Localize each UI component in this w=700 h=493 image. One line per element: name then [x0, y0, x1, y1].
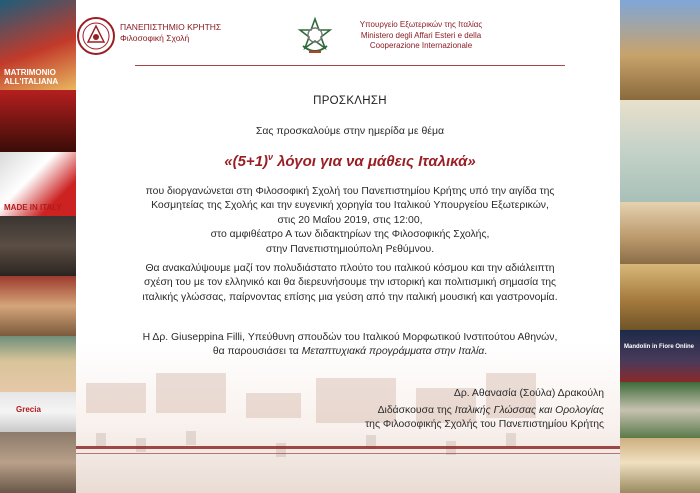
poster-label: MATRIMONIO ALL'ITALIANA — [4, 68, 59, 86]
greek-temple-photo — [620, 0, 700, 100]
ministry-logo-text — [341, 20, 501, 52]
text-run: θα παρουσιάσει τα — [212, 346, 302, 358]
book-cover-image — [0, 392, 76, 432]
bottom-decorative-band — [76, 446, 620, 449]
italian-emblem-icon — [297, 16, 333, 61]
paragraph-line: ιταλικής γλώσσας, παίρνοντας επίσης μια γεύση από την ιταλική μουσική και γαστρονομία. — [142, 291, 558, 303]
mandolin-orchestra-photo — [620, 330, 700, 382]
paragraph-line: που διοργανώνεται στη Φιλοσοφική Σχολή του Πανεπιστημίου Κρήτης υπό την αιγίδα της — [145, 186, 555, 197]
made-in-italy-image — [0, 152, 76, 216]
seminar-title-superscript: ν — [268, 152, 274, 162]
ministry-line-3: Cooperazione Internazionale — [369, 41, 473, 50]
university-name: ΠΑΝΕΠΙΣΤΗΜΙΟ ΚΡΗΤΗΣ — [120, 22, 222, 32]
header-divider — [135, 65, 565, 66]
seminar-title-part: λόγοι για να μάθεις Ιταλικά» — [273, 153, 476, 170]
theater-photo — [0, 90, 76, 152]
old-map-image — [620, 100, 700, 202]
paragraph-line: Κοσμητείας της Σχολής και την ευγενική χορηγία του Ιταλικού Υπουργείου Εξωτερικών, — [151, 200, 549, 212]
signatory-role — [365, 404, 604, 433]
role-line: της Φιλοσοφικής Σχολής του Πανεπιστημίου Κρήτης — [365, 419, 604, 431]
role-line — [365, 404, 604, 418]
text-run: Διδάσκουσα της — [377, 405, 455, 416]
botticelli-painting — [0, 336, 76, 392]
school-name: Φιλοσοφική Σχολή — [120, 33, 190, 43]
role-emphasis: Ιταλικής Γλώσσας και Ορολογίας — [454, 405, 604, 416]
temple-ruins-photo — [620, 264, 700, 330]
ministry-line-2: Ministero degli Affari Esteri e della — [360, 30, 482, 40]
paragraph-line: Η Δρ. Giuseppina Filli, Υπεύθυνη σπουδών του Ιταλικού Μορφωτικού Ινστιτούτου Αθηνών, — [142, 332, 558, 343]
movie-poster-image — [0, 0, 76, 90]
university-logo-text — [120, 22, 221, 44]
right-photo-strip — [620, 0, 700, 493]
paragraph-line: Θα ανακαλύψουμε μαζί τον πολυδιάστατο πλούτο του ιταλικού κόσμου και την αδιάλειπτη — [145, 263, 555, 274]
paragraph-line: σχέση του με τον ελληνικό και θα διερευνήσουμε την ιστορική και πολιτισμική σημασία της — [143, 277, 557, 289]
italian-building-photo — [620, 202, 700, 264]
opera-house-photo — [0, 276, 76, 336]
text-run: . — [484, 346, 488, 358]
seminar-title — [92, 152, 608, 170]
event-date-line: στις 20 Μαΐου 2019, στις 12:00, — [277, 214, 423, 226]
palace-garden-photo — [620, 438, 700, 493]
university-crest-icon — [76, 16, 116, 61]
signatory-name: Δρ. Αθανασία (Σούλα) Δρακούλη — [453, 388, 604, 399]
city-street-photo — [0, 432, 76, 493]
description-paragraph — [92, 262, 608, 305]
programs-emphasis: Μεταπτυχιακά προγράμματα στην Ιταλία — [301, 346, 485, 358]
mandolin-label: Mandolin in Fiore Online — [624, 344, 694, 350]
bottom-decorative-line — [76, 453, 620, 454]
event-campus-line: στην Πανεπιστημιούπολη Ρεθύμνου. — [265, 243, 435, 255]
event-details-paragraph — [92, 185, 608, 257]
paragraph-line — [92, 345, 608, 359]
speaker-paragraph — [92, 331, 608, 360]
made-in-italy-label: MADE IN ITALY — [4, 203, 62, 212]
invitation-title: ΠΡΟΣΚΛΗΣΗ — [313, 95, 387, 107]
left-photo-strip — [0, 0, 76, 493]
bronze-statues-photo — [0, 216, 76, 276]
seminar-title-part: «(5+1) — [224, 153, 269, 170]
ministry-line-1: Υπουργείο Εξωτερικών της Ιταλίας — [359, 20, 483, 29]
event-venue-line: στο αμφιθέατρο Α των διδακτηρίων της Φιλοσοφικής Σχολής, — [210, 229, 490, 241]
book-label: Grecia — [16, 405, 41, 414]
invite-line: Σας προσκαλούμε στην ημερίδα με θέμα — [255, 125, 445, 137]
garden-courtyard-photo — [620, 382, 700, 438]
